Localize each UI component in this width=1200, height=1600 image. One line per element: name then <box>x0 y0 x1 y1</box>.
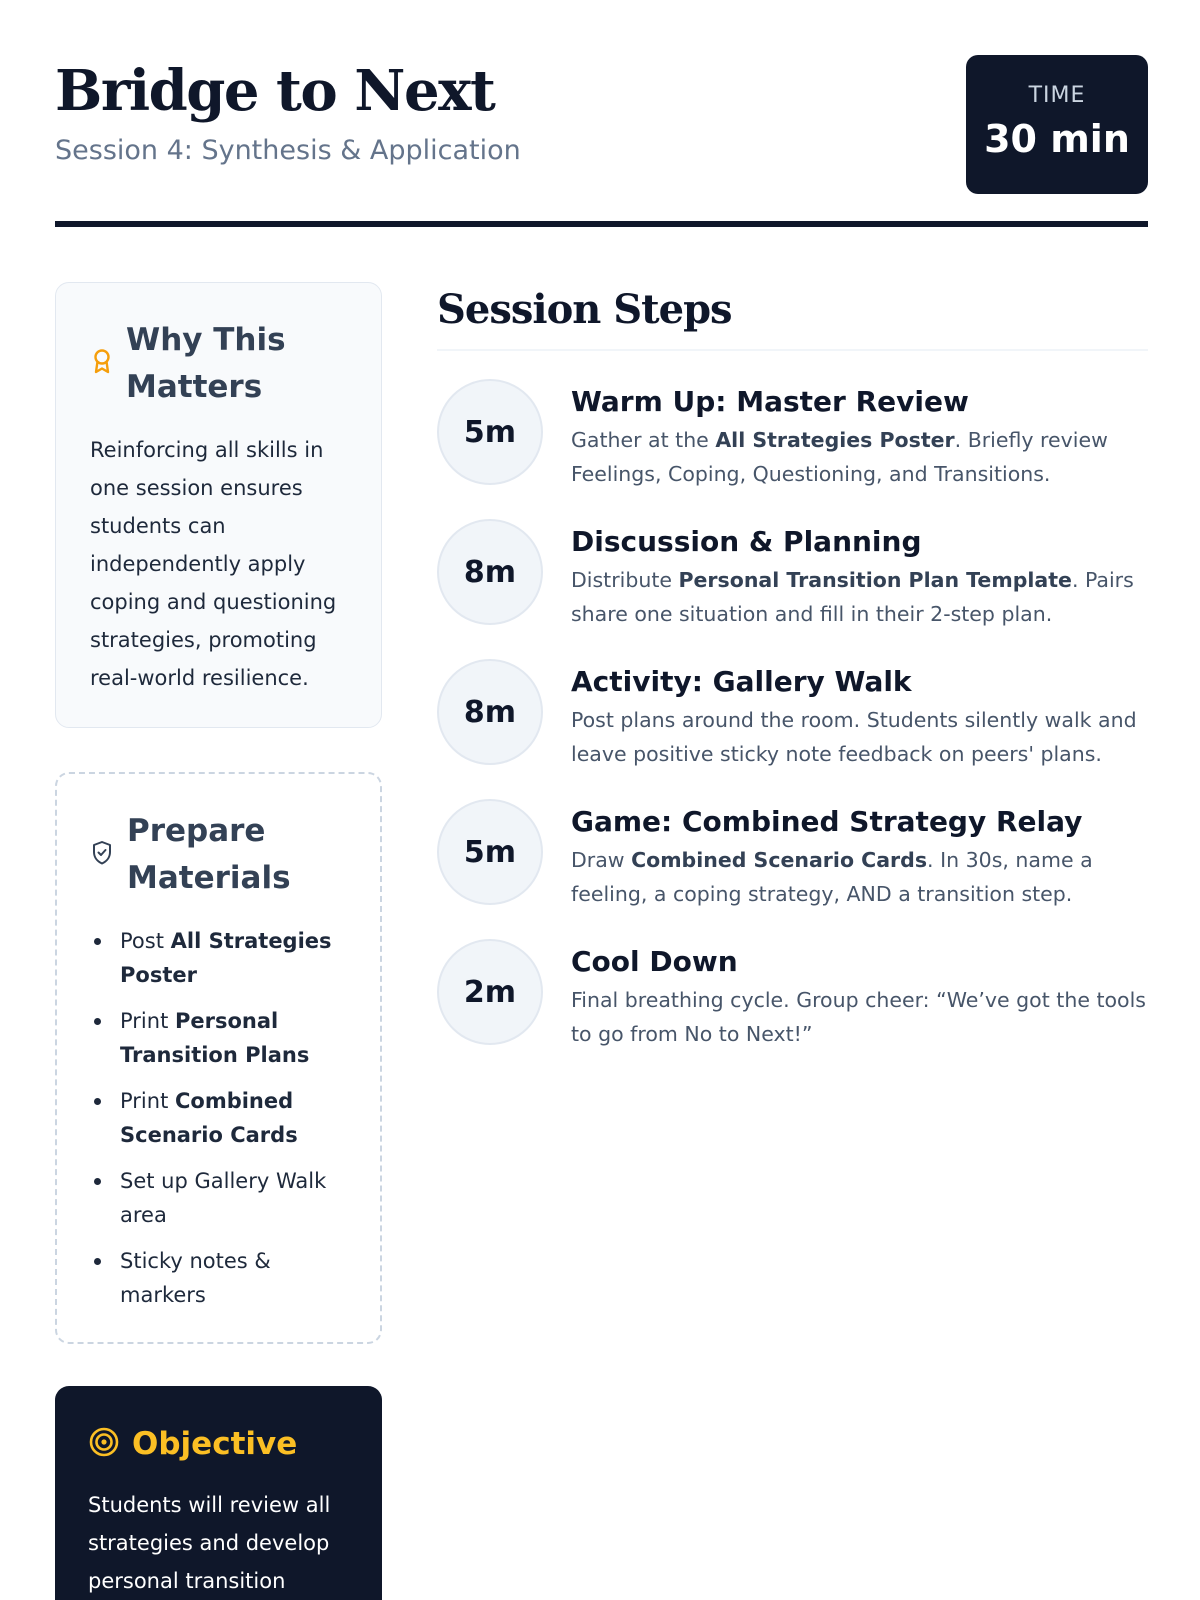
step-title: Activity: Gallery Walk <box>571 665 912 698</box>
list-item: Set up Gallery Walk area <box>91 1164 361 1232</box>
step-duration: 5m <box>437 799 543 905</box>
why-title: Why This Matters <box>126 322 286 405</box>
step-description: Draw Combined Scenario Cards. In 30s, name a feeling, a coping strategy, AND a transition step. <box>571 848 1093 906</box>
page-title: Bridge to Next <box>55 58 495 124</box>
step-description: Gather at the All Strategies Poster. Briefly review Feelings, Coping, Questioning, and Transitions. <box>571 428 1108 486</box>
why-this-matters-card <box>55 282 382 728</box>
objective-title-row <box>88 1424 297 1464</box>
step-duration: 8m <box>437 519 543 625</box>
page-subtitle: Session 4: Synthesis & Application <box>55 135 521 166</box>
step-item <box>437 659 1148 779</box>
page-header <box>55 55 1148 225</box>
why-title-row <box>92 317 316 411</box>
prepare-title-row <box>91 808 307 902</box>
step-description: Distribute Personal Transition Plan Template. Pairs share one situation and fill in their 2-step plan. <box>571 568 1134 626</box>
list-item: Print Combined Scenario Cards <box>91 1084 361 1152</box>
step-duration: 8m <box>437 659 543 765</box>
prepare-title: Prepare Materials <box>127 813 291 896</box>
time-label: TIME <box>1028 83 1086 108</box>
objective-card <box>55 1386 382 1600</box>
step-title: Game: Combined Strategy Relay <box>571 805 1083 838</box>
steps-divider <box>437 349 1148 351</box>
materials-list <box>91 924 361 1324</box>
step-description: Post plans around the room. Students silently walk and leave positive sticky note feedback on peers' plans. <box>571 708 1137 766</box>
shield-check-icon <box>91 840 113 870</box>
step-item <box>437 519 1148 639</box>
list-item: Post All Strategies Poster <box>91 924 361 992</box>
prepare-materials-card <box>55 772 382 1344</box>
step-title: Discussion & Planning <box>571 525 922 558</box>
step-duration: 5m <box>437 379 543 485</box>
step-item <box>437 799 1148 919</box>
time-badge <box>966 55 1148 194</box>
header-divider <box>55 221 1148 227</box>
target-icon <box>88 1426 120 1462</box>
objective-title: Objective <box>132 1426 298 1462</box>
step-duration: 2m <box>437 939 543 1045</box>
step-title: Warm Up: Master Review <box>571 385 969 418</box>
list-item: Sticky notes & markers <box>91 1244 361 1312</box>
step-item <box>437 939 1148 1059</box>
step-title: Cool Down <box>571 945 738 978</box>
objective-text: Students will review all strategies and develop personal transition <box>88 1493 331 1593</box>
step-item <box>437 379 1148 499</box>
time-value: 30 min <box>984 117 1130 161</box>
step-description: Final breathing cycle. Group cheer: “We’ve got the tools to go from No to Next!” <box>571 988 1146 1046</box>
award-ribbon-icon <box>92 348 112 380</box>
list-item: Print Personal Transition Plans <box>91 1004 361 1072</box>
why-text: Reinforcing all skills in one session ensures students can independently apply coping and questioning strategies, promoting real-world resilience. <box>90 438 337 690</box>
session-steps-title: Session Steps <box>437 286 732 333</box>
